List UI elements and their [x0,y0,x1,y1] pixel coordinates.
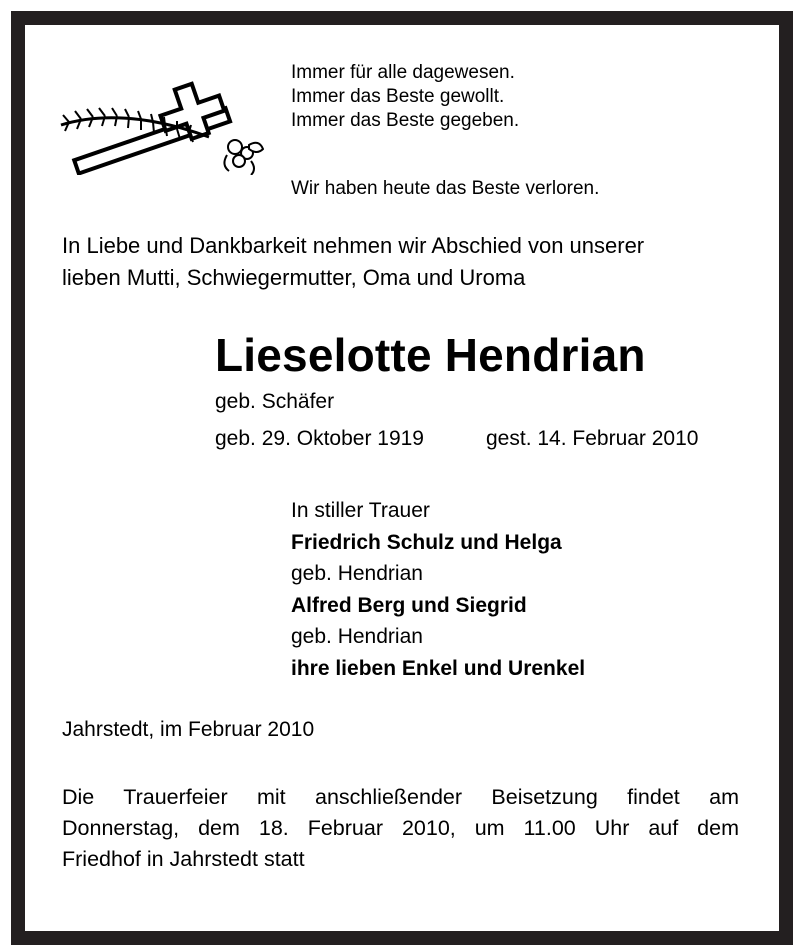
mourner-family: Friedrich Schulz und Helga [291,530,562,554]
motto-block [291,61,519,133]
service-line: Friedhof in Jahrstedt statt [62,847,305,871]
motto-line: Immer für alle dagewesen. [291,62,515,83]
intro-line: lieben Mutti, Schwiegermutter, Oma und Uroma [62,265,526,290]
intro-line: In Liebe und Dankbarkeit nehmen wir Abschied von unserer [62,233,645,258]
deceased-name: Lieselotte Hendrian [215,329,646,381]
obituary-frame [11,11,793,945]
mourner-maiden-name: geb. Hendrian [291,562,423,585]
motto-line: Immer das Beste gewollt. [291,86,505,107]
cross-with-palm-branch-icon [59,75,264,175]
death-date: gest. 14. Februar 2010 [486,427,699,450]
deceased-maiden-name: geb. Schäfer [215,390,335,413]
motto-lost-line: Wir haben heute das Beste verloren. [291,178,600,199]
motto-line: Immer das Beste gegeben. [291,110,520,131]
mourners-block [291,495,585,684]
mourner-family: Alfred Berg und Siegrid [291,593,527,617]
funeral-service-notice [62,782,739,875]
mourning-heading: In stiller Trauer [291,499,430,522]
service-line: Donnerstag, dem 18. Februar 2010, um 11.00 Uhr auf dem [62,816,739,840]
place-date: Jahrstedt, im Februar 2010 [62,718,315,741]
service-line: Die Trauerfeier mit anschließender Beisetzung findet am [62,785,739,809]
mourner-grandchildren: ihre lieben Enkel und Urenkel [291,656,586,680]
birth-date: geb. 29. Oktober 1919 [215,427,424,450]
mourner-maiden-name: geb. Hendrian [291,625,423,648]
intro-text [62,230,644,294]
